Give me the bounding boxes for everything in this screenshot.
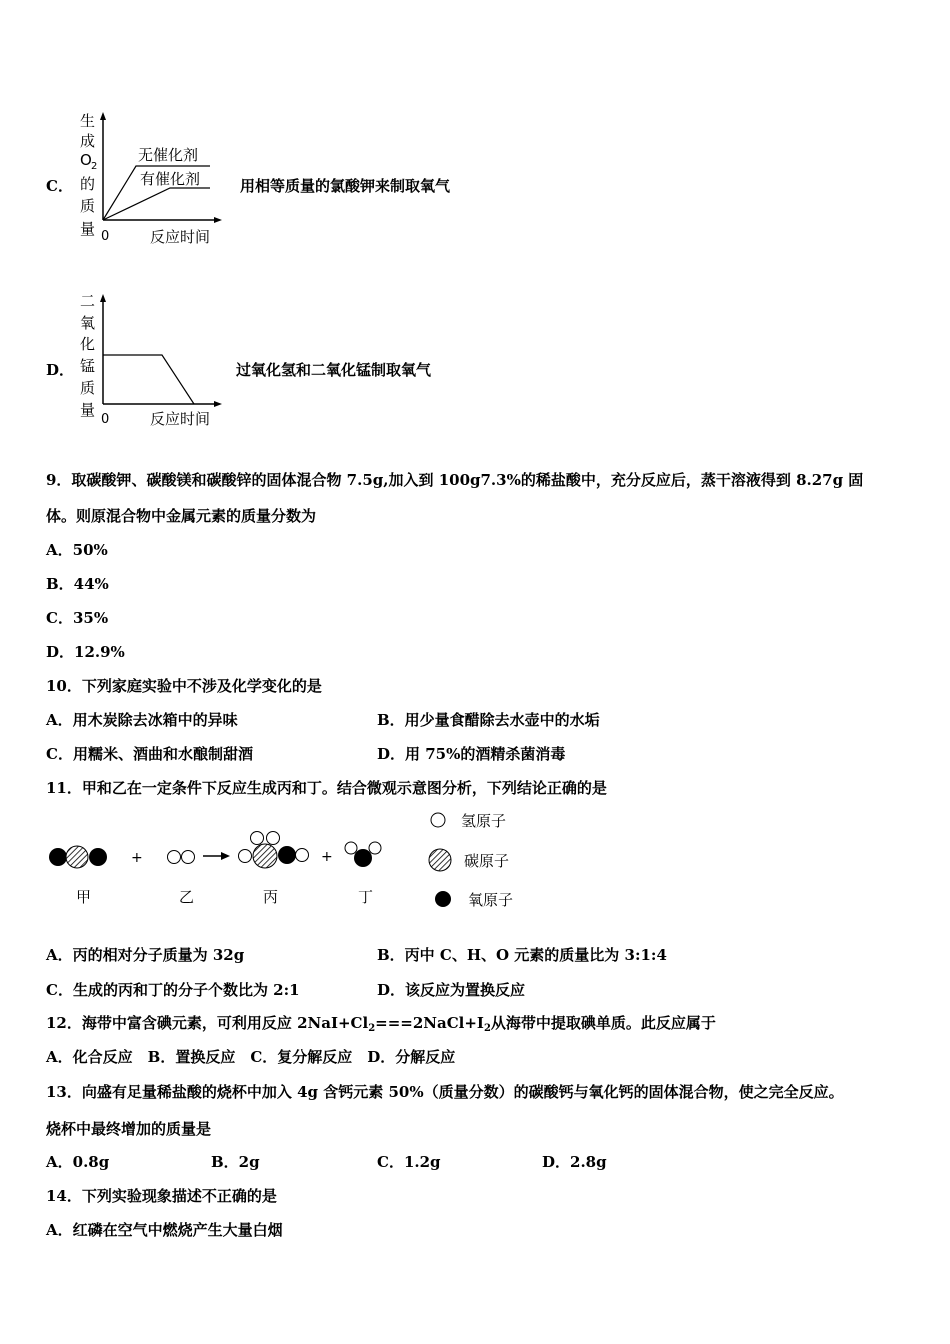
q13-stem-line2: 烧杯中最终增加的质量是 [46, 1120, 212, 1138]
molecule-jia [49, 846, 107, 868]
q10-option-c: C．用糯米、酒曲和水酿制甜酒 [46, 745, 253, 763]
q12-stem-sub1: 2 [368, 1023, 376, 1034]
q8-d-ylabel-char: 氧 [80, 314, 96, 332]
q9-stem-line1: 9．取碳酸钾、碳酸镁和碳酸锌的固体混合物 7.5g,加入到 100g7.3%的稀盐酸中，充分反应后，蒸干溶液得到 8.27g 固 [46, 471, 864, 489]
q8-c-curve2-label: 有催化剂 [140, 170, 201, 188]
q8-option-c-text: 用相等质量的氯酸钾来制取氧气 [240, 177, 451, 195]
q8-c-ylabel-char: O [80, 151, 92, 169]
q13-option-b: B．2g [211, 1153, 260, 1171]
label-ding: 丁 [358, 888, 374, 906]
q10-option-d: D．用 75%的酒精杀菌消毒 [377, 745, 566, 763]
legend-oxygen-label: 氧原子 [468, 891, 514, 909]
q8-c-curve1-label: 无催化剂 [138, 146, 199, 164]
q8-c-ylabel-char: 的 [80, 175, 96, 193]
q12-stem-pre: 12．海带中富含碘元素，可利用反应 2NaI+Cl [46, 1014, 369, 1032]
hydrogen-atom [182, 851, 195, 864]
label-jia: 甲 [76, 888, 92, 906]
q8-d-origin: 0 [101, 412, 110, 427]
legend-carbon-symbol [429, 849, 451, 871]
q8-option-d-text: 过氧化氢和二氧化锰制取氧气 [236, 361, 432, 379]
q11-micro-diagram [40, 805, 540, 920]
q8-d-y-arrow [100, 294, 106, 302]
q12-stem-sub2: 2 [483, 1023, 491, 1034]
q8-d-ylabel-char: 化 [80, 335, 96, 353]
q9-option-d: D．12.9% [46, 643, 125, 661]
q8-d-graph [70, 290, 230, 430]
label-bing: 丙 [263, 888, 279, 906]
label-yi: 乙 [179, 888, 195, 906]
reaction-arrowhead [221, 852, 230, 860]
hydrogen-atom [345, 842, 357, 854]
q8-c-y-arrow [100, 112, 106, 120]
q13-option-d: D．2.8g [542, 1153, 607, 1171]
q12-stem [46, 1013, 716, 1039]
molecule-bing [239, 832, 309, 869]
q8-c-ylabel-sub: 2 [91, 161, 98, 172]
q8-d-ylabel-char: 锰 [80, 357, 96, 375]
q10-stem: 10．下列家庭实验中不涉及化学变化的是 [46, 677, 322, 695]
q9-option-c: C．35% [46, 609, 109, 627]
q9-option-b: B．44% [46, 575, 109, 593]
plus-sign: + [131, 850, 143, 866]
q8-option-d-label: D． [46, 361, 75, 379]
q12-stem-post: 从海带中提取碘单质。此反应属于 [490, 1014, 716, 1032]
q8-c-origin: 0 [101, 229, 110, 244]
q8-c-ylabel-char: 量 [80, 220, 96, 238]
q8-d-xlabel: 反应时间 [150, 410, 211, 428]
oxygen-atom [354, 849, 372, 867]
plus-sign: + [321, 849, 333, 865]
q8-d-x-arrow [214, 401, 222, 407]
hydrogen-atom [168, 851, 181, 864]
oxygen-atom [278, 846, 296, 864]
legend [429, 812, 513, 909]
q8-d-ylabel-char: 质 [80, 379, 96, 397]
hydrogen-atom [369, 842, 381, 854]
q14-option-a: A．红磷在空气中燃烧产生大量白烟 [46, 1221, 283, 1239]
carbon-atom [66, 846, 88, 868]
q8-c-x-arrow [214, 217, 222, 223]
q8-c-xlabel: 反应时间 [150, 228, 211, 246]
hydrogen-atom [251, 832, 264, 845]
q8-c-ylabel-char: 生 [80, 112, 96, 130]
q10-option-b: B．用少量食醋除去水壶中的水垢 [377, 711, 600, 729]
q11-option-d: D．该反应为置换反应 [377, 981, 526, 999]
molecule-ding [345, 842, 381, 867]
legend-oxygen-symbol [435, 891, 451, 907]
q8-c-ylabel-char: 质 [80, 197, 96, 215]
q8-d-ylabel-char: 二 [80, 292, 96, 310]
legend-hydrogen-symbol [431, 813, 445, 827]
q14-stem: 14．下列实验现象描述不正确的是 [46, 1187, 277, 1205]
q11-stem: 11．甲和乙在一定条件下反应生成丙和丁。结合微观示意图分析，下列结论正确的是 [46, 779, 607, 797]
q9-option-a: A．50% [46, 541, 108, 559]
hydrogen-atom [296, 849, 309, 862]
hydrogen-atom [239, 850, 252, 863]
legend-carbon-label: 碳原子 [464, 852, 510, 870]
q11-option-c: C．生成的丙和丁的分子个数比为 2:1 [46, 981, 300, 999]
q11-option-a: A．丙的相对分子质量为 32g [46, 946, 245, 964]
q12-options: A．化合反应 B．置换反应 C．复分解反应 D．分解反应 [46, 1048, 456, 1066]
q8-c-graph [70, 108, 230, 248]
carbon-atom [253, 844, 277, 868]
molecule-yi [168, 851, 195, 864]
q8-c-ylabel-char: 成 [80, 132, 96, 150]
q8-option-c-label: C． [46, 177, 73, 195]
q9-stem-line2: 体。则原混合物中金属元素的质量分数为 [46, 507, 317, 525]
q13-option-c: C．1.2g [377, 1153, 441, 1171]
q13-option-a: A．0.8g [46, 1153, 110, 1171]
q11-option-b: B．丙中 C、H、O 元素的质量比为 3:1:4 [377, 946, 667, 964]
q8-d-ylabel-char: 量 [80, 401, 96, 419]
hydrogen-atom [267, 832, 280, 845]
oxygen-atom [49, 848, 67, 866]
q8-d-curve [103, 355, 194, 404]
legend-hydrogen-label: 氢原子 [461, 812, 507, 830]
q12-stem-mid: ===2NaCl+I [375, 1014, 484, 1032]
q10-option-a: A．用木炭除去冰箱中的异味 [46, 711, 238, 729]
oxygen-atom [89, 848, 107, 866]
q13-stem-line1: 13．向盛有足量稀盐酸的烧杯中加入 4g 含钙元素 50%（质量分数）的碳酸钙与氧化钙的固体混合物，使之完全反应。 [46, 1083, 844, 1101]
